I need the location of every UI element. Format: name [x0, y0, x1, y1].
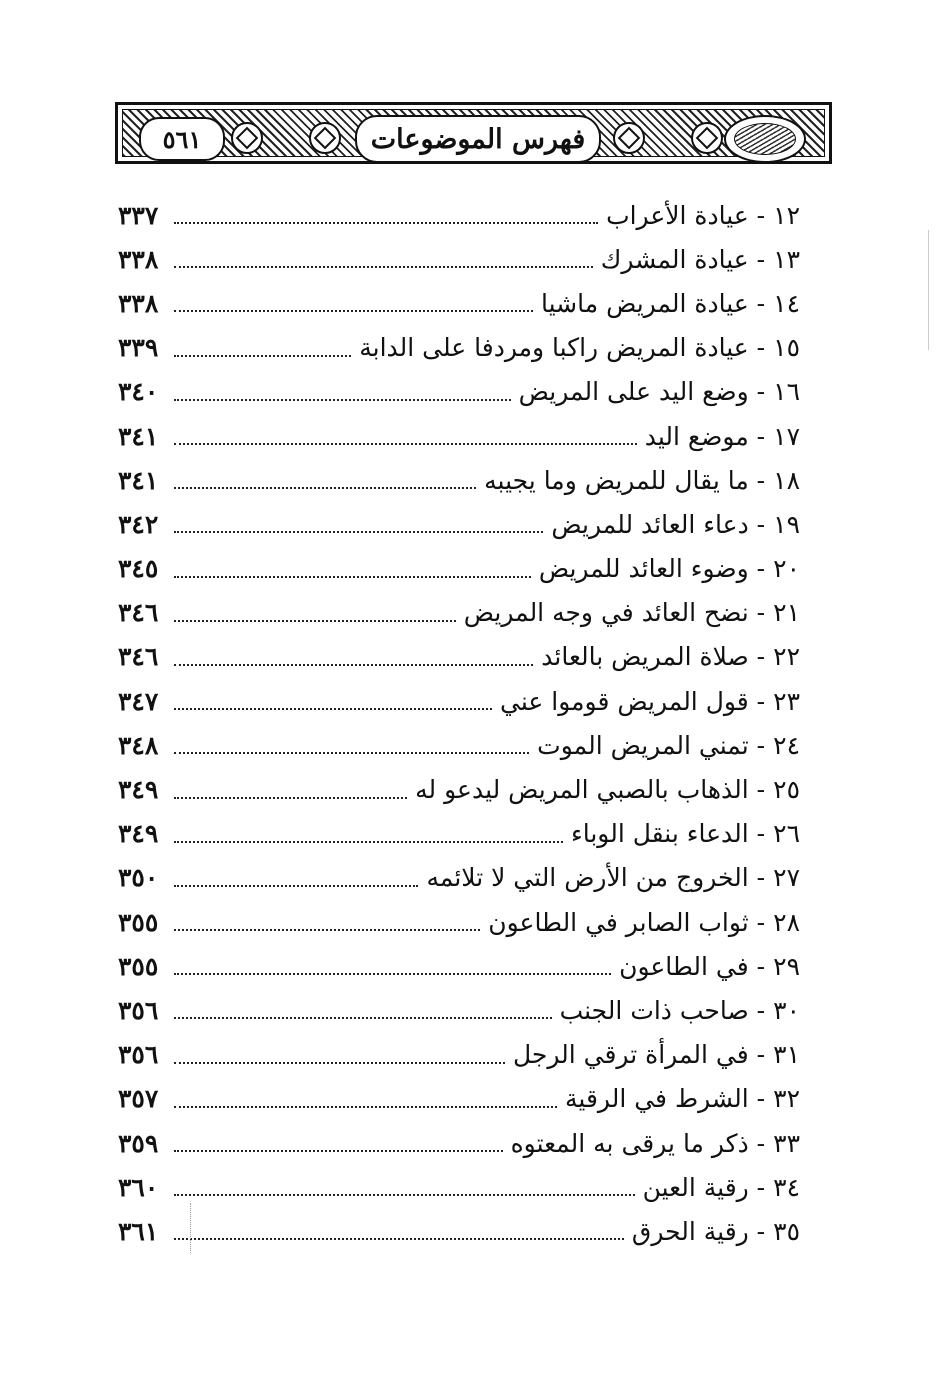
toc-entry-page: ٣٤٥: [118, 554, 159, 584]
ornament-knot-icon: [309, 122, 341, 154]
toc-entry-text: في المرأة ترقي الرجل: [512, 1040, 749, 1070]
toc-entry-dash: -: [748, 863, 766, 893]
toc-entry-dash: -: [748, 907, 766, 937]
toc-entry-number: ٣٣: [773, 1128, 800, 1158]
toc-entry: [118, 988, 800, 1032]
dot-leader: [174, 222, 598, 224]
scan-margin-marks: [190, 1203, 192, 1253]
toc-entry-text: عيادة الأعراب: [606, 200, 749, 230]
toc-entry-page: ٣٥٠: [118, 863, 159, 893]
toc-entry-number: ٢٣: [773, 686, 800, 716]
toc-entry-title: [551, 509, 800, 539]
toc-entry-dash: -: [748, 951, 766, 981]
toc-entry-page: ٣٤١: [118, 465, 159, 495]
toc-entry-number: ١٦: [773, 377, 800, 407]
toc-entry-text: ذكر ما يرقى به المعتوه: [510, 1128, 749, 1158]
ornament-knot-icon: [613, 122, 645, 154]
toc-entry-title: [565, 1084, 800, 1114]
table-of-contents: [118, 193, 800, 1254]
toc-entry-dash: -: [748, 244, 766, 274]
dot-leader: [174, 797, 407, 799]
toc-entry-number: ٣١: [773, 1040, 800, 1070]
toc-entry-text: نضح العائد في وجه المريض: [463, 598, 749, 628]
title-cartouche: [355, 115, 601, 163]
toc-entry-dash: -: [748, 775, 766, 805]
toc-entry-number: ١٣: [773, 244, 800, 274]
toc-entry-text: قول المريض قوموا عني: [500, 686, 749, 716]
toc-entry-dash: -: [748, 686, 766, 716]
page-number-cartouche: [139, 117, 225, 161]
toc-entry-text: عيادة المريض ماشيا: [541, 288, 749, 318]
toc-entry-text: الدعاء بنقل الوباء: [570, 819, 749, 849]
toc-entry-text: صلاة المريض بالعائد: [541, 642, 749, 672]
dot-leader: [174, 1106, 557, 1108]
toc-entry-text: وضع اليد على المريض: [518, 377, 749, 407]
dot-leader: [174, 531, 543, 533]
toc-entry-text: الشرط في الرقية: [565, 1084, 749, 1114]
toc-entry-dash: -: [748, 554, 766, 584]
toc-entry-dash: -: [748, 333, 766, 363]
toc-entry-dash: -: [748, 730, 766, 760]
toc-entry-number: ٢٩: [773, 951, 800, 981]
toc-entry-number: ٢٦: [773, 819, 800, 849]
dot-leader: [174, 973, 611, 975]
ornament-knot-icon: [691, 122, 723, 154]
toc-entry-dash: -: [748, 1128, 766, 1158]
toc-entry: [118, 812, 800, 856]
toc-entry-dash: -: [748, 642, 766, 672]
toc-entry-number: ٢٢: [773, 642, 800, 672]
toc-entry-number: ١٢: [773, 200, 800, 230]
toc-entry-title: [500, 686, 800, 716]
toc-entry-text: وضوء العائد للمريض: [538, 554, 749, 584]
toc-entry-page: ٣٤٨: [118, 730, 159, 760]
toc-entry-dash: -: [748, 288, 766, 318]
dot-leader: [174, 841, 563, 843]
toc-entry-page: ٣٤٦: [118, 598, 159, 628]
toc-entry-number: ٣٤: [773, 1172, 800, 1202]
toc-entry-title: [510, 1128, 800, 1158]
toc-entry: [118, 591, 800, 635]
ornamental-border: [122, 109, 825, 157]
toc-entry: [118, 944, 800, 988]
toc-entry-title: [538, 554, 800, 584]
toc-entry-title: [541, 642, 800, 672]
toc-entry-text: ما يقال للمريض وما يجيبه: [484, 465, 749, 495]
toc-entry-number: ٢٤: [773, 730, 800, 760]
toc-entry: [118, 856, 800, 900]
toc-entry-page: ٣٣٨: [118, 288, 159, 318]
toc-entry: [118, 635, 800, 679]
toc-entry-text: رقية العين: [642, 1172, 749, 1202]
toc-entry: [118, 547, 800, 591]
dot-leader: [174, 620, 456, 622]
toc-entry: [118, 458, 800, 502]
toc-entry-page: ٣٦٠: [118, 1172, 159, 1202]
dot-leader: [174, 487, 476, 489]
toc-entry-title: [644, 421, 800, 451]
toc-entry-number: ٢٨: [773, 907, 800, 937]
toc-entry-title: [606, 200, 800, 230]
toc-entry: [118, 723, 800, 767]
toc-entry-page: ٣٣٧: [118, 200, 159, 230]
toc-entry-page: ٣٤٩: [118, 775, 159, 805]
toc-entry-page: ٣٥٩: [118, 1128, 159, 1158]
toc-entry-text: رقية الحرق: [631, 1216, 749, 1246]
toc-entry-page: ٣٤٦: [118, 642, 159, 672]
dot-leader: [174, 929, 480, 931]
toc-entry: [118, 414, 800, 458]
toc-entry-text: تمني المريض الموت: [537, 730, 749, 760]
dot-leader: [174, 310, 533, 312]
toc-entry-title: [541, 288, 800, 318]
toc-entry-dash: -: [748, 995, 766, 1025]
publisher-seal-icon: [724, 115, 806, 163]
toc-entry-dash: -: [748, 1084, 766, 1114]
dot-leader: [174, 576, 531, 578]
toc-entry: [118, 370, 800, 414]
dot-leader: [174, 664, 533, 666]
toc-entry: [118, 281, 800, 325]
page-header-band: [115, 102, 832, 164]
toc-entry-text: الذهاب بالصبي المريض ليدعو له: [415, 775, 749, 805]
toc-entry-title: [570, 819, 800, 849]
toc-entry-text: عيادة المشرك: [600, 244, 749, 274]
toc-entry: [118, 1121, 800, 1165]
toc-entry-title: [518, 377, 800, 407]
dot-leader: [174, 1194, 635, 1196]
toc-entry-title: [488, 907, 800, 937]
toc-entry: [118, 767, 800, 811]
toc-entry-dash: -: [748, 598, 766, 628]
toc-entry-number: ٢١: [773, 598, 800, 628]
toc-entry: [118, 237, 800, 281]
toc-entry-dash: -: [748, 1040, 766, 1070]
toc-entry: [118, 1077, 800, 1121]
toc-entry-title: [537, 730, 800, 760]
toc-entry-page: ٣٤٩: [118, 819, 159, 849]
toc-entry-title: [463, 598, 800, 628]
toc-entry-number: ٣٠: [773, 995, 800, 1025]
dot-leader: [174, 752, 529, 754]
toc-entry: [118, 326, 800, 370]
toc-entry-page: ٣٤٢: [118, 509, 159, 539]
page-title: فهرس الموضوعات: [370, 123, 586, 155]
dot-leader: [174, 1062, 505, 1064]
toc-entry-page: ٣٦١: [118, 1216, 159, 1246]
toc-entry-page: ٣٣٨: [118, 244, 159, 274]
toc-entry-title: [619, 951, 800, 981]
toc-entry-number: ٣٢: [773, 1084, 800, 1114]
toc-entry: [118, 679, 800, 723]
toc-entry-dash: -: [748, 819, 766, 849]
toc-entry-title: [426, 863, 800, 893]
scan-margin-line: [928, 230, 929, 350]
toc-entry-number: ١٨: [773, 465, 800, 495]
toc-entry-title: [359, 333, 800, 363]
dot-leader: [174, 443, 637, 445]
toc-entry-number: ١٥: [773, 333, 800, 363]
toc-entry-text: الخروج من الأرض التي لا تلائمه: [426, 863, 749, 893]
toc-entry-dash: -: [748, 421, 766, 451]
toc-entry-title: [600, 244, 800, 274]
toc-entry-number: ٢٠: [773, 554, 800, 584]
dot-leader: [174, 1238, 624, 1240]
toc-entry-number: ١٤: [773, 288, 800, 318]
toc-entry: [118, 900, 800, 944]
toc-entry-dash: -: [748, 465, 766, 495]
toc-entry-page: ٣٥٧: [118, 1084, 159, 1114]
toc-entry-dash: -: [748, 200, 766, 230]
toc-entry-dash: -: [748, 1216, 766, 1246]
toc-entry-page: ٣٥٦: [118, 995, 159, 1025]
toc-entry-title: [484, 465, 800, 495]
toc-entry: [118, 1209, 800, 1253]
dot-leader: [174, 1150, 503, 1152]
toc-entry-page: ٣٥٥: [118, 951, 159, 981]
seal-calligraphy-icon: [734, 123, 796, 155]
toc-entry-page: ٣٤٧: [118, 686, 159, 716]
dot-leader: [174, 355, 351, 357]
toc-entry-text: موضع اليد: [644, 421, 749, 451]
toc-entry-dash: -: [748, 1172, 766, 1202]
toc-entry-text: دعاء العائد للمريض: [551, 509, 749, 539]
toc-entry-dash: -: [748, 377, 766, 407]
toc-entry-page: ٣٣٩: [118, 333, 159, 363]
toc-entry-page: ٣٤٠: [118, 377, 159, 407]
toc-entry-page: ٣٤١: [118, 421, 159, 451]
toc-entry-number: ١٩: [773, 509, 800, 539]
dot-leader: [174, 399, 511, 401]
dot-leader: [174, 1017, 552, 1019]
toc-entry: [118, 193, 800, 237]
toc-entry-number: ٢٥: [773, 775, 800, 805]
ornament-knot-icon: [231, 122, 263, 154]
toc-entry-title: [559, 995, 800, 1025]
toc-entry-dash: -: [748, 509, 766, 539]
toc-entry-title: [512, 1040, 800, 1070]
toc-entry: [118, 1033, 800, 1077]
toc-entry-page: ٣٥٥: [118, 907, 159, 937]
toc-entry-number: ٢٧: [773, 863, 800, 893]
toc-entry-page: ٣٥٦: [118, 1040, 159, 1070]
toc-entry-number: ٣٥: [773, 1216, 800, 1246]
dot-leader: [174, 708, 492, 710]
toc-entry-text: ثواب الصابر في الطاعون: [488, 907, 749, 937]
dot-leader: [174, 885, 418, 887]
dot-leader: [174, 266, 593, 268]
toc-entry: [118, 502, 800, 546]
toc-entry-number: ١٧: [773, 421, 800, 451]
toc-entry-title: [631, 1216, 800, 1246]
toc-entry-title: [415, 775, 800, 805]
toc-entry-title: [642, 1172, 800, 1202]
toc-entry-text: صاحب ذات الجنب: [559, 995, 749, 1025]
toc-entry: [118, 1165, 800, 1209]
toc-entry-text: في الطاعون: [619, 951, 749, 981]
page-number: ٥٦١: [162, 124, 202, 154]
toc-entry-text: عيادة المريض راكبا ومردفا على الدابة: [359, 333, 749, 363]
